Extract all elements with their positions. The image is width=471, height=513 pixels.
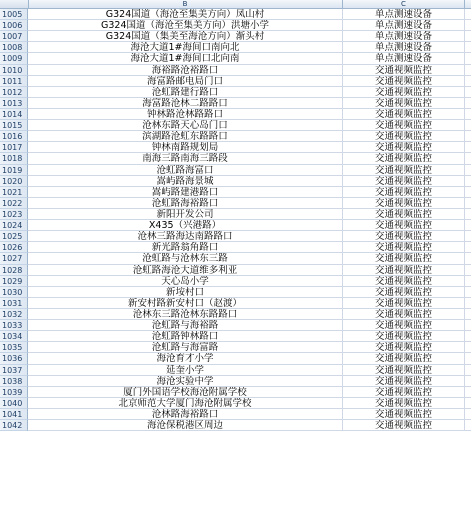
row-number[interactable]: 1033 xyxy=(0,320,28,331)
cell-empty[interactable] xyxy=(465,31,471,42)
cell-empty[interactable] xyxy=(465,42,471,53)
cell-device-type[interactable]: 单点测速设备 xyxy=(343,9,465,20)
cell-empty[interactable] xyxy=(465,420,471,431)
cell-device-type[interactable]: 单点测速设备 xyxy=(343,31,465,42)
cell-empty[interactable] xyxy=(465,331,471,342)
row-number[interactable]: 1012 xyxy=(0,87,28,98)
cell-location[interactable]: 沧林路海裕路口 xyxy=(28,409,343,420)
cell-location[interactable]: 新光路翁角路口 xyxy=(28,242,343,253)
select-all-corner[interactable] xyxy=(0,0,29,8)
table-row xyxy=(0,176,471,187)
cell-empty[interactable] xyxy=(465,298,471,309)
row-number[interactable]: 1038 xyxy=(0,376,28,387)
table-row xyxy=(0,409,471,420)
cell-device-type[interactable]: 单点测速设备 xyxy=(343,53,465,64)
cell-device-type[interactable]: 交通视频监控 xyxy=(343,176,465,187)
cell-location[interactable]: 沧林东三路沧林东路路口 xyxy=(28,309,343,320)
row-number[interactable]: 1015 xyxy=(0,120,28,131)
cell-empty[interactable] xyxy=(465,342,471,353)
table-row xyxy=(0,353,471,364)
cell-device-type[interactable]: 交通视频监控 xyxy=(343,76,465,87)
cell-device-type[interactable]: 交通视频监控 xyxy=(343,153,465,164)
cell-location[interactable]: 沧林三路海达南路路口 xyxy=(28,231,343,242)
cell-location[interactable]: 沧虹路建行路口 xyxy=(28,87,343,98)
cell-location[interactable]: 滨湖路沧虹东路路口 xyxy=(28,131,343,142)
cell-device-type[interactable]: 交通视频监控 xyxy=(343,231,465,242)
cell-empty[interactable] xyxy=(465,198,471,209)
cell-location[interactable]: 沧虹路钟林路口 xyxy=(28,331,343,342)
row-number[interactable]: 1020 xyxy=(0,176,28,187)
cell-empty[interactable] xyxy=(465,109,471,120)
cell-device-type[interactable]: 交通视频监控 xyxy=(343,353,465,364)
table-row xyxy=(0,342,471,353)
cell-location[interactable]: 沧虹路海沧大道维多利亚 xyxy=(28,265,343,276)
table-row xyxy=(0,198,471,209)
row-number[interactable]: 1005 xyxy=(0,9,28,20)
row-number[interactable]: 1030 xyxy=(0,287,28,298)
cell-device-type[interactable]: 交通视频监控 xyxy=(343,87,465,98)
column-header-c[interactable]: C xyxy=(343,0,465,8)
cell-device-type[interactable]: 交通视频监控 xyxy=(343,331,465,342)
cell-empty[interactable] xyxy=(465,165,471,176)
cell-device-type[interactable]: 交通视频监控 xyxy=(343,253,465,264)
cell-empty[interactable] xyxy=(465,187,471,198)
row-number[interactable]: 1036 xyxy=(0,353,28,364)
cell-location[interactable]: 沧虹路与海裕路 xyxy=(28,320,343,331)
cell-location[interactable]: 南海三路南海三路段 xyxy=(28,153,343,164)
table-row xyxy=(0,98,471,109)
table-row xyxy=(0,320,471,331)
table-row xyxy=(0,109,471,120)
table-row xyxy=(0,31,471,42)
cell-location[interactable]: 海沧大道1#海间口北向南 xyxy=(28,53,343,64)
cell-empty[interactable] xyxy=(465,53,471,64)
cell-device-type[interactable]: 单点测速设备 xyxy=(343,20,465,31)
cell-device-type[interactable]: 交通视频监控 xyxy=(343,198,465,209)
cell-empty[interactable] xyxy=(465,365,471,376)
cell-location[interactable]: 钟林路沧林路路口 xyxy=(28,109,343,120)
cell-empty[interactable] xyxy=(465,142,471,153)
cell-location[interactable]: 新安村路新安村口（赵渡） xyxy=(28,298,343,309)
cell-empty[interactable] xyxy=(465,98,471,109)
column-header-b[interactable]: B xyxy=(28,0,343,8)
row-number[interactable]: 1017 xyxy=(0,142,28,153)
cell-location[interactable]: 沧虹路海裕路口 xyxy=(28,198,343,209)
cell-location[interactable]: 海沧大道1#海间口南向北 xyxy=(28,42,343,53)
cell-empty[interactable] xyxy=(465,242,471,253)
cell-location[interactable]: G324国道（集美至海沧方向）渐头村 xyxy=(28,31,343,42)
row-number[interactable]: 1014 xyxy=(0,109,28,120)
row-number[interactable]: 1023 xyxy=(0,209,28,220)
row-number[interactable]: 1035 xyxy=(0,342,28,353)
table-row xyxy=(0,20,471,31)
table-row xyxy=(0,87,471,98)
cell-location[interactable]: 海沧育才小学 xyxy=(28,353,343,364)
cell-empty[interactable] xyxy=(465,265,471,276)
row-number[interactable]: 1027 xyxy=(0,253,28,264)
table-row xyxy=(0,120,471,131)
row-number[interactable]: 1010 xyxy=(0,65,28,76)
cell-device-type[interactable]: 交通视频监控 xyxy=(343,142,465,153)
cell-empty[interactable] xyxy=(465,76,471,87)
cell-empty[interactable] xyxy=(465,131,471,142)
table-row xyxy=(0,287,471,298)
cell-device-type[interactable]: 交通视频监控 xyxy=(343,209,465,220)
cell-device-type[interactable]: 交通视频监控 xyxy=(343,120,465,131)
cell-empty[interactable] xyxy=(465,320,471,331)
cell-empty[interactable] xyxy=(465,398,471,409)
cell-empty[interactable] xyxy=(465,287,471,298)
cell-device-type[interactable]: 交通视频监控 xyxy=(343,376,465,387)
cell-empty[interactable] xyxy=(465,309,471,320)
cell-device-type[interactable]: 交通视频监控 xyxy=(343,109,465,120)
cell-location[interactable]: 沧虹路海富口 xyxy=(28,165,343,176)
cell-empty[interactable] xyxy=(465,387,471,398)
row-number[interactable]: 1041 xyxy=(0,409,28,420)
table-row xyxy=(0,231,471,242)
cell-location[interactable]: 延奎小学 xyxy=(28,365,343,376)
row-number[interactable]: 1018 xyxy=(0,153,28,164)
cell-location[interactable]: 沧虹路与海富路 xyxy=(28,342,343,353)
cell-device-type[interactable]: 交通视频监控 xyxy=(343,220,465,231)
row-number[interactable]: 1034 xyxy=(0,331,28,342)
table-row xyxy=(0,420,471,431)
row-number[interactable]: 1040 xyxy=(0,398,28,409)
row-number[interactable]: 1029 xyxy=(0,276,28,287)
table-row xyxy=(0,298,471,309)
row-number[interactable]: 1024 xyxy=(0,220,28,231)
cell-device-type[interactable]: 交通视频监控 xyxy=(343,98,465,109)
table-row xyxy=(0,398,471,409)
table-row xyxy=(0,242,471,253)
row-number[interactable]: 1037 xyxy=(0,365,28,376)
table-row xyxy=(0,187,471,198)
row-number[interactable]: 1026 xyxy=(0,242,28,253)
row-number[interactable]: 1022 xyxy=(0,198,28,209)
cell-empty[interactable] xyxy=(465,220,471,231)
row-number[interactable]: 1007 xyxy=(0,31,28,42)
cell-empty[interactable] xyxy=(465,253,471,264)
cell-location[interactable]: 天心岛小学 xyxy=(28,276,343,287)
cell-device-type[interactable]: 交通视频监控 xyxy=(343,309,465,320)
table-row xyxy=(0,365,471,376)
cell-empty[interactable] xyxy=(465,120,471,131)
row-number[interactable]: 1008 xyxy=(0,42,28,53)
table-row xyxy=(0,220,471,231)
table-row xyxy=(0,131,471,142)
row-number[interactable]: 1021 xyxy=(0,187,28,198)
cell-location[interactable]: G324国道（海沧至集美方向）洪塘小学 xyxy=(28,20,343,31)
cell-location[interactable]: 海沧实验中学 xyxy=(28,376,343,387)
table-row xyxy=(0,76,471,87)
cell-device-type[interactable]: 交通视频监控 xyxy=(343,320,465,331)
table-row xyxy=(0,331,471,342)
cell-device-type[interactable]: 交通视频监控 xyxy=(343,420,465,431)
cell-empty[interactable] xyxy=(465,409,471,420)
cell-device-type[interactable]: 交通视频监控 xyxy=(343,265,465,276)
cell-device-type[interactable]: 交通视频监控 xyxy=(343,342,465,353)
table-row xyxy=(0,209,471,220)
cell-location[interactable]: 新阳开发公司 xyxy=(28,209,343,220)
row-number[interactable]: 1006 xyxy=(0,20,28,31)
table-row xyxy=(0,153,471,164)
row-number[interactable]: 1032 xyxy=(0,309,28,320)
cell-location[interactable]: 新垵村口 xyxy=(28,287,343,298)
cell-device-type[interactable]: 交通视频监控 xyxy=(343,131,465,142)
sheet-rows xyxy=(0,9,471,431)
row-number[interactable]: 1025 xyxy=(0,231,28,242)
cell-device-type[interactable]: 交通视频监控 xyxy=(343,187,465,198)
cell-device-type[interactable]: 交通视频监控 xyxy=(343,398,465,409)
cell-location[interactable]: G324国道（海沧至集美方向）凤山村 xyxy=(28,9,343,20)
cell-device-type[interactable]: 交通视频监控 xyxy=(343,65,465,76)
row-number[interactable]: 1028 xyxy=(0,265,28,276)
cell-location[interactable]: 海沧保税港区周边 xyxy=(28,420,343,431)
cell-location[interactable]: 海裕路沧裕路口 xyxy=(28,65,343,76)
cell-device-type[interactable]: 交通视频监控 xyxy=(343,165,465,176)
row-number[interactable]: 1016 xyxy=(0,131,28,142)
cell-location[interactable]: 厦门外国语学校海沧附属学校 xyxy=(28,387,343,398)
cell-device-type[interactable]: 交通视频监控 xyxy=(343,242,465,253)
cell-location[interactable]: 嵩屿路海景城 xyxy=(28,176,343,187)
table-row xyxy=(0,65,471,76)
cell-device-type[interactable]: 交通视频监控 xyxy=(343,298,465,309)
table-row xyxy=(0,53,471,64)
table-row xyxy=(0,253,471,264)
cell-device-type[interactable]: 交通视频监控 xyxy=(343,365,465,376)
row-number[interactable]: 1013 xyxy=(0,98,28,109)
table-row xyxy=(0,42,471,53)
row-number[interactable]: 1031 xyxy=(0,298,28,309)
cell-device-type[interactable]: 交通视频监控 xyxy=(343,287,465,298)
cell-empty[interactable] xyxy=(465,153,471,164)
cell-empty[interactable] xyxy=(465,209,471,220)
cell-empty[interactable] xyxy=(465,231,471,242)
cell-location[interactable]: 钟林南路规划局 xyxy=(28,142,343,153)
cell-device-type[interactable]: 交通视频监控 xyxy=(343,387,465,398)
cell-empty[interactable] xyxy=(465,176,471,187)
column-header-bar xyxy=(0,0,471,9)
cell-location[interactable]: 海富路邮电局门口 xyxy=(28,76,343,87)
cell-location[interactable]: X435（兴港路） xyxy=(28,220,343,231)
cell-empty[interactable] xyxy=(465,276,471,287)
cell-location[interactable]: 北京师范大学厦门海沧附属学校 xyxy=(28,398,343,409)
table-row xyxy=(0,142,471,153)
table-row xyxy=(0,387,471,398)
cell-device-type[interactable]: 交通视频监控 xyxy=(343,409,465,420)
row-number[interactable]: 1042 xyxy=(0,420,28,431)
table-row xyxy=(0,265,471,276)
table-row xyxy=(0,276,471,287)
table-row xyxy=(0,9,471,20)
table-row xyxy=(0,165,471,176)
row-number[interactable]: 1011 xyxy=(0,76,28,87)
cell-empty[interactable] xyxy=(465,353,471,364)
cell-location[interactable]: 沧虹路与沧林东三路 xyxy=(28,253,343,264)
cell-location[interactable]: 沧林东路天心岛门口 xyxy=(28,120,343,131)
cell-location[interactable]: 嵩屿路建港路口 xyxy=(28,187,343,198)
cell-device-type[interactable]: 交通视频监控 xyxy=(343,276,465,287)
cell-empty[interactable] xyxy=(465,65,471,76)
cell-device-type[interactable]: 单点测速设备 xyxy=(343,42,465,53)
row-number[interactable]: 1039 xyxy=(0,387,28,398)
cell-location[interactable]: 海富路沧林二路路口 xyxy=(28,98,343,109)
table-row xyxy=(0,309,471,320)
row-number[interactable]: 1009 xyxy=(0,53,28,64)
cell-empty[interactable] xyxy=(465,87,471,98)
cell-empty[interactable] xyxy=(465,20,471,31)
row-number[interactable]: 1019 xyxy=(0,165,28,176)
cell-empty[interactable] xyxy=(465,9,471,20)
table-row xyxy=(0,376,471,387)
cell-empty[interactable] xyxy=(465,376,471,387)
